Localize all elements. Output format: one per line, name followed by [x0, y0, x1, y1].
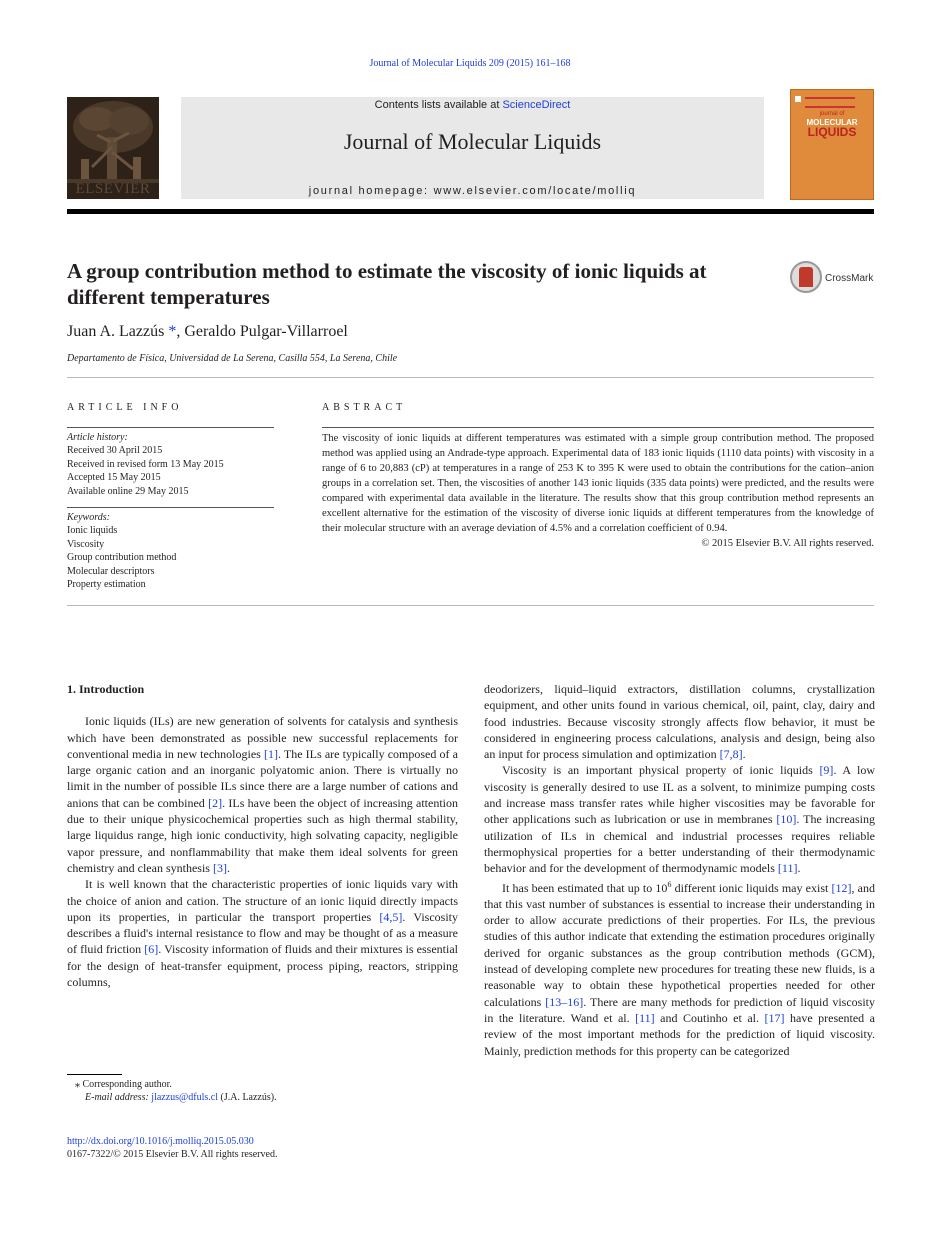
reference-link[interactable]: [17]	[764, 1010, 785, 1025]
reference-link[interactable]: [9]	[819, 763, 834, 778]
paragraph: Viscosity is an important physical property of ionic liquids [9]. A low viscosity is generally desired to use IL as a solvent, to minimize pumping costs and increase mass transfer rates while higher viscosities may be favorable for other applications such as lubrication or use in membranes [10]. The increasing utilization of ILs in chemical and industrial processes requires reliable thermophysical properties for a better understanding of their thermodynamic behavior and for the development of thermodynamic models [11].	[484, 763, 876, 876]
journal-name: Journal of Molecular Liquids	[343, 129, 602, 154]
divider	[67, 605, 874, 606]
cover-molecular: MOLECULAR	[806, 118, 858, 127]
contents-prefix: Contents lists available at	[374, 99, 503, 111]
keyword-item: Viscosity	[67, 538, 105, 550]
reference-link[interactable]: [3]	[212, 860, 227, 875]
reference-link[interactable]: [11]	[777, 861, 798, 876]
keywords-label: Keywords:	[67, 512, 110, 523]
cover-bar	[805, 97, 855, 99]
journal-masthead	[181, 97, 764, 199]
keyword-item: Group contribution method	[67, 552, 177, 564]
article-title: A group contribution method to estimate the viscosity of ionic liquids at different temperatures	[67, 259, 707, 309]
corresponding-author-mark[interactable]: *	[168, 323, 177, 340]
body-column-right	[484, 681, 875, 1059]
keywords	[67, 511, 274, 591]
doi-link[interactable]: http://dx.doi.org/10.1016/j.molliq.2015.05.030	[67, 1136, 254, 1147]
author-2: , Geraldo Pulgar-Villarroel	[176, 323, 348, 340]
keyword-item: Molecular descriptors	[67, 565, 155, 577]
section-title: 1. Introduction	[67, 682, 145, 696]
email-link[interactable]: jlazzus@dfuls.cl	[151, 1092, 218, 1103]
paragraph: Ionic liquids (ILs) are new generation of solvents for catalysis and synthesis which have been demonstrated as possible new successful replacements for conventional media in new technologies [1]. The ILs are typically composed of a large organic cation and an inorganic polyatomic anion. There is virtually no limit in the number of possible ILs since there are a large number of cations and anions that can be combined [2]. ILs have been the object of increasing attention due to their unique physicochemical properties such as high thermal stability, large liquidus range, high ionic conductivity, high solvating capacity, negligible vapor pressure, and nonflammability that make them ideal solvents for green chemistry and clean synthesis [3].	[67, 714, 459, 875]
abstract-heading: ABSTRACT	[322, 402, 407, 413]
footnote-rule	[67, 1074, 122, 1075]
abstract-copyright: © 2015 Elsevier B.V. All rights reserved.	[701, 538, 874, 549]
journal-cover-thumbnail[interactable]	[790, 89, 874, 200]
history-item: Available online 29 May 2015	[67, 485, 189, 497]
divider	[67, 427, 274, 428]
article-history	[67, 431, 274, 498]
article-info-heading: ARTICLE INFO	[67, 402, 183, 413]
paragraph: It is well known that the characteristic properties of ionic liquids vary with the choice of anion and cation. The structure of an ionic liquid directly impacts upon its properties, in particular the transport properties [4,5]. Viscosity describes a fluid's internal resistance to flow and may be thought of as a measure of fluid friction [6]. Viscosity information of fluids and their mixtures is essential for the design of heat-transfer equipment, process piping, reactors, stripping columns,	[67, 877, 458, 990]
cover-journal-of: journal of	[819, 111, 845, 117]
abstract-text	[322, 431, 874, 551]
journal-citation[interactable]: Journal of Molecular Liquids 209 (2015) 161–168	[369, 58, 571, 69]
reference-link[interactable]: [10]	[776, 812, 797, 827]
reference-link[interactable]: [2]	[208, 795, 223, 810]
crossmark-icon	[790, 261, 822, 293]
keyword-item: Ionic liquids	[67, 525, 118, 537]
abstract-body: The viscosity of ionic liquids at different temperatures was estimated with a simple group contribution method. The proposed method was applied using an Andrade-type approach. Experimental data of 183 ionic liquids (1110 data points) with viscosity in a range of 6 to 20,883 (cP) at temperatures in a range of 253 K to 395 K were used to obtain the contributions for the cation–anion groups in a correlation set. Then, the viscosities of another 143 ionic liquids (335 data points) were predicted, and the results were compared with experimental data available in the literature. The results show that this group contribution method represents an excellent alternative for the estimation of the viscosity of diverse ionic liquids at different temperatures from the knowledge of their molecular structure with an average deviation of 4.5% and a correlation coefficient of 0.94.	[322, 433, 874, 534]
reference-link[interactable]: [7,8]	[719, 747, 743, 762]
header-rule	[67, 209, 874, 214]
body-column-left	[67, 681, 458, 990]
cover-liquids: LIQUIDS	[807, 125, 857, 139]
contents-line	[181, 99, 764, 111]
keyword-item: Property estimation	[67, 579, 146, 591]
reference-link[interactable]: [6]	[144, 942, 159, 957]
author-1: Juan A. Lazzús	[67, 323, 169, 340]
history-label: Article history:	[67, 432, 128, 443]
history-item: Accepted 15 May 2015	[67, 472, 161, 484]
elsevier-wordmark: ELSEVIER	[75, 181, 151, 197]
crossmark-button[interactable]	[790, 261, 880, 295]
issn-line: 0167-7322/© 2015 Elsevier B.V. All rights reserved.	[67, 1149, 278, 1160]
divider	[67, 377, 874, 378]
footer-doi	[67, 1135, 277, 1161]
reference-link[interactable]: [11]	[635, 1010, 655, 1025]
paragraph: It has been estimated that up to $10^6$ different ionic liquids may exist [12], and that this vast number of substances is essential to increase their understanding in order to allow accurate predictions of their properties. For ILs, the previous studies of this author indicate that extending the estimation procedures originally derived for organic substances as the group contribution methods (GCM), instead of developing complete new procedures for treating these new fluids, is a reasonable way to obtain these hypothetical properties needed for other calculations [13–16]. There are many methods for prediction of liquid viscosity in the literature. Wand et al. [11] and Coutinho et al. [17] have presented a review of the most important methods for the prediction of liquid viscosity. Mainly, prediction methods for this property can be categorized	[484, 879, 876, 1058]
reference-link[interactable]: [1]	[263, 746, 278, 761]
paragraph: deodorizers, liquid–liquid extractors, distillation columns, crystallization equipment, and other units found in various chemical, oil, paint, clay, dairy and food industries. Because viscosity strongly affects flow behavior, it must be considered in engineering process calculations, analysis and design, being also an input for process simulation and optimization [7,8].	[484, 682, 875, 762]
cover-bar	[805, 106, 855, 108]
journal-homepage[interactable]: journal homepage: www.elsevier.com/locate/molliq	[308, 185, 637, 197]
email-note: E-mail address: jlazzus@dfuls.cl (J.A. Lazzús).	[85, 1092, 277, 1103]
divider	[322, 427, 874, 428]
footnote	[67, 1078, 277, 1104]
affiliation: Departamento de Física, Universidad de La Serena, Casilla 554, La Serena, Chile	[67, 353, 398, 364]
history-item: Received in revised form 13 May 2015	[67, 458, 224, 470]
sciencedirect-link[interactable]: ScienceDirect	[502, 99, 571, 111]
reference-link[interactable]: [13–16]	[545, 994, 584, 1009]
divider	[67, 507, 274, 508]
crossmark-label: CrossMark	[825, 273, 874, 284]
elsevier-logo	[67, 97, 159, 199]
author-list	[67, 323, 348, 341]
cover-square	[795, 96, 801, 102]
reference-link[interactable]: [4,5]	[379, 909, 403, 924]
reference-link[interactable]: [12]	[831, 880, 852, 895]
corresponding-author-note: ⁎ Corresponding author.	[75, 1079, 172, 1090]
history-item: Received 30 April 2015	[67, 445, 163, 457]
